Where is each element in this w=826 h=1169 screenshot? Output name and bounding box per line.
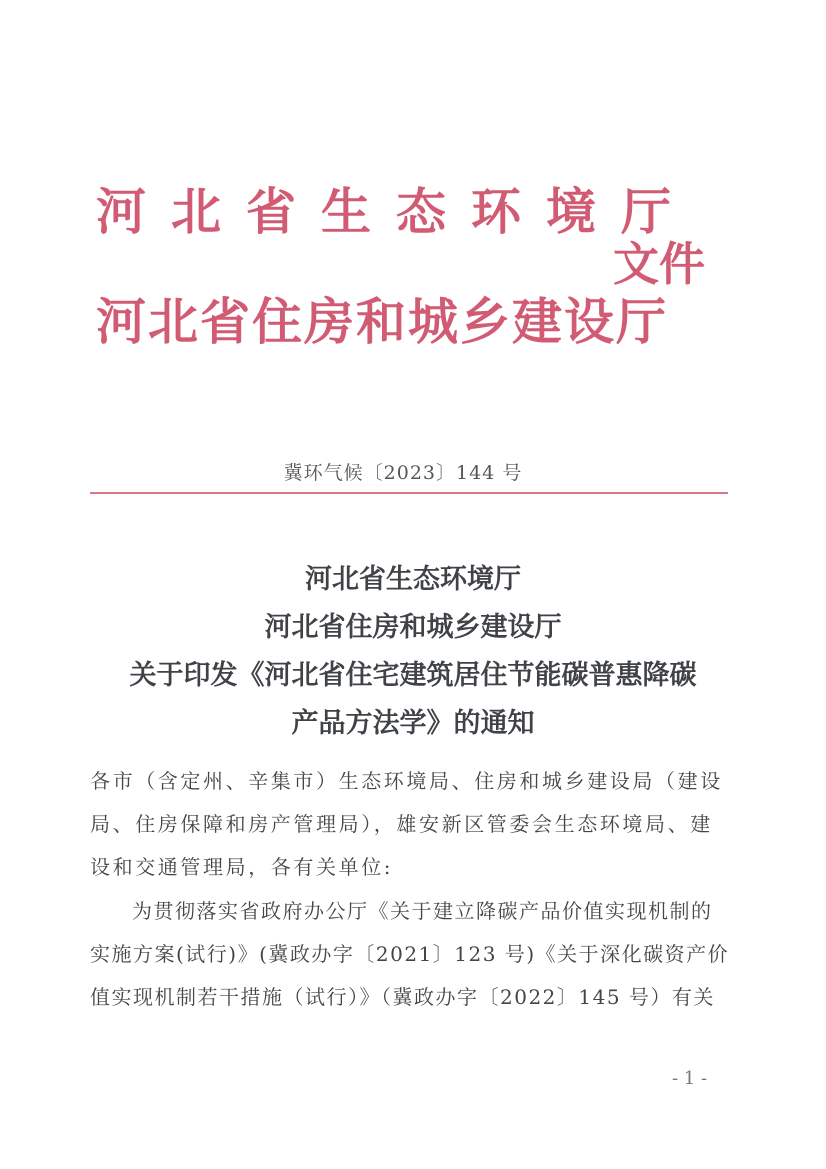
title-line: 关于印发《河北省住宅建筑居住节能碳普惠降碳: [129, 660, 697, 691]
notice-title: [0, 556, 826, 748]
doc-number-text: 冀环气候〔2023〕144 号: [283, 462, 523, 484]
salutation: [90, 760, 730, 889]
body-paragraph: [90, 890, 730, 1019]
issuer-line-1: 河北省生态环境厅: [96, 182, 696, 241]
document-suffix: 文件: [613, 237, 705, 291]
title-line: 河北省生态环境厅: [305, 564, 521, 595]
salutation-text: 各市（含定州、辛集市）生态环境局、住房和城乡建设局（建设局、住房保障和房产管理局），雄安新区管委会生态环境局、建设和交通管理局，各有关单位:: [90, 769, 723, 879]
paragraph-text: 为贯彻落实省政府办公厅《关于建立降碳产品价值实现机制的实施方案(试行)》(冀政办字〔2021〕123 号)《关于深化碳资产价值实现机制若干措施（试行）》（冀政办字〔2022〕145 号）有关: [90, 899, 730, 1009]
issuer-line-2: 河北省住房和城乡建设厅: [96, 292, 668, 351]
red-divider-rule: [90, 492, 728, 494]
title-line: 河北省住房和城乡建设厅: [264, 612, 562, 643]
title-line: 产品方法学》的通知: [291, 708, 535, 739]
page-number: - 1 -: [672, 1068, 708, 1089]
doc-number: [0, 458, 826, 485]
